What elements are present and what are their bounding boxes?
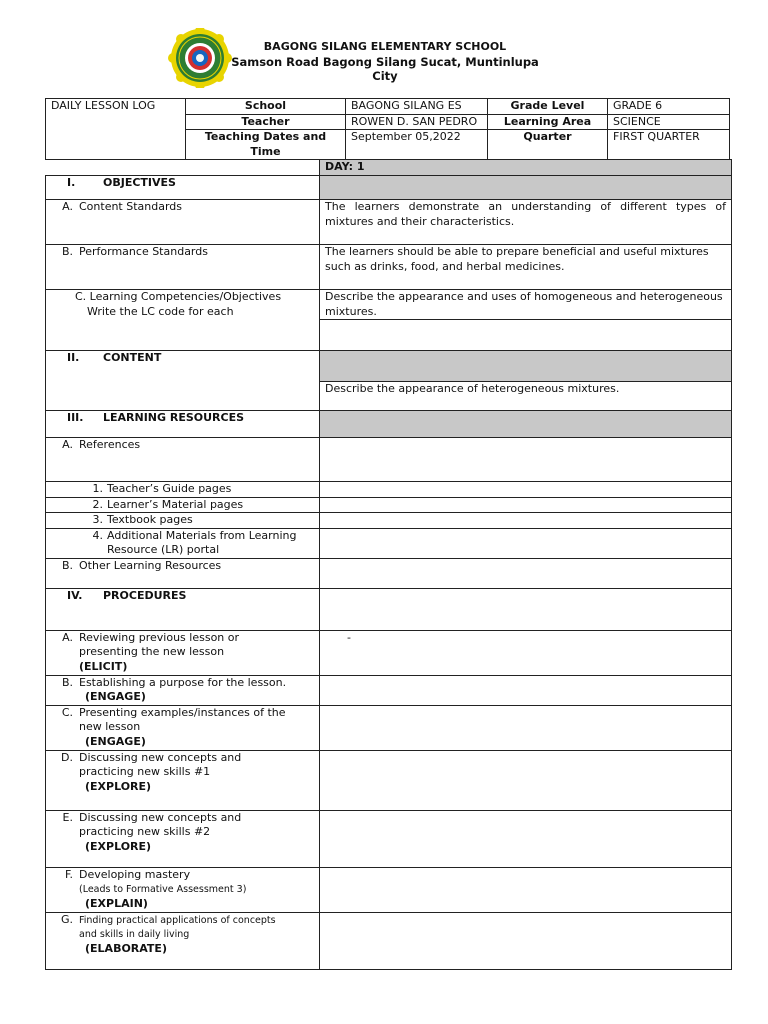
performance-standards-label: B. Performance Standards (46, 245, 320, 290)
lesson-log-table (45, 159, 732, 970)
procedures-heading: IV. PROCEDURES (46, 588, 320, 630)
content-heading: II. CONTENT (46, 351, 320, 411)
procedure-g: G. Finding practical applications of concepts and skills in daily living (ELABORATE) (46, 912, 320, 969)
day-label: DAY: 1 (320, 160, 732, 176)
references-label: A. References (46, 438, 320, 482)
quarter-label: Quarter (488, 130, 608, 160)
log-title: DAILY LESSON LOG (46, 99, 186, 160)
school-address: Samson Road Bagong Silang Sucat, Muntinlupa City (231, 55, 539, 83)
procedure-a: A. Reviewing previous lesson or presenting the new lesson (ELICIT) (46, 630, 320, 675)
grade-value: GRADE 6 (608, 99, 730, 115)
objectives-heading: I. OBJECTIVES (46, 176, 320, 200)
school-logo (168, 28, 232, 88)
procedure-f: F. Developing mastery (Leads to Formative Assessment 3) (EXPLAIN) (46, 867, 320, 912)
teacher-value: ROWEN D. SAN PEDRO (346, 114, 488, 130)
ref-item: 4. Additional Materials from Learning Resource (LR) portal (46, 528, 320, 558)
content-standards-text: The learners demonstrate an understanding of different types of mixtures and their characteristics. (320, 200, 732, 245)
dates-value: September 05,2022 (346, 130, 488, 160)
resources-heading: III. LEARNING RESOURCES (46, 411, 320, 438)
area-label: Learning Area (488, 114, 608, 130)
procedure-d: D. Discussing new concepts and practicing new skills #1 (EXPLORE) (46, 750, 320, 810)
ref-item: 2. Learner’s Material pages (46, 497, 320, 513)
competencies-text: Describe the appearance and uses of homogeneous and heterogeneous mixtures. (320, 290, 732, 320)
school-label: School (186, 99, 346, 115)
grade-label: Grade Level (488, 99, 608, 115)
school-value: BAGONG SILANG ES (346, 99, 488, 115)
procedure-a-value: - (320, 630, 732, 675)
content-standards-label: A. Content Standards (46, 200, 320, 245)
competencies-label: C. Learning Competencies/Objectives Write the LC code for each (46, 290, 320, 351)
procedure-b: B. Establishing a purpose for the lesson. (ENGAGE) (46, 675, 320, 705)
ref-item: 1. Teacher’s Guide pages (46, 482, 320, 498)
school-name: BAGONG SILANG ELEMENTARY SCHOOL (263, 40, 507, 53)
procedure-c: C. Presenting examples/instances of the new lesson (ENGAGE) (46, 705, 320, 750)
teacher-label: Teacher (186, 114, 346, 130)
other-resources-label: B. Other Learning Resources (46, 558, 320, 588)
dates-label: Teaching Dates and Time (186, 130, 346, 160)
content-text: Describe the appearance of heterogeneous mixtures. (320, 382, 732, 411)
ref-item: 3. Textbook pages (46, 513, 320, 529)
procedure-e: E. Discussing new concepts and practicing new skills #2 (EXPLORE) (46, 810, 320, 867)
area-value: SCIENCE (608, 114, 730, 130)
performance-standards-text: The learners should be able to prepare beneficial and useful mixtures such as drinks, food, and herbal medicines. (320, 245, 732, 290)
lesson-info-table (45, 98, 730, 160)
quarter-value: FIRST QUARTER (608, 130, 730, 160)
